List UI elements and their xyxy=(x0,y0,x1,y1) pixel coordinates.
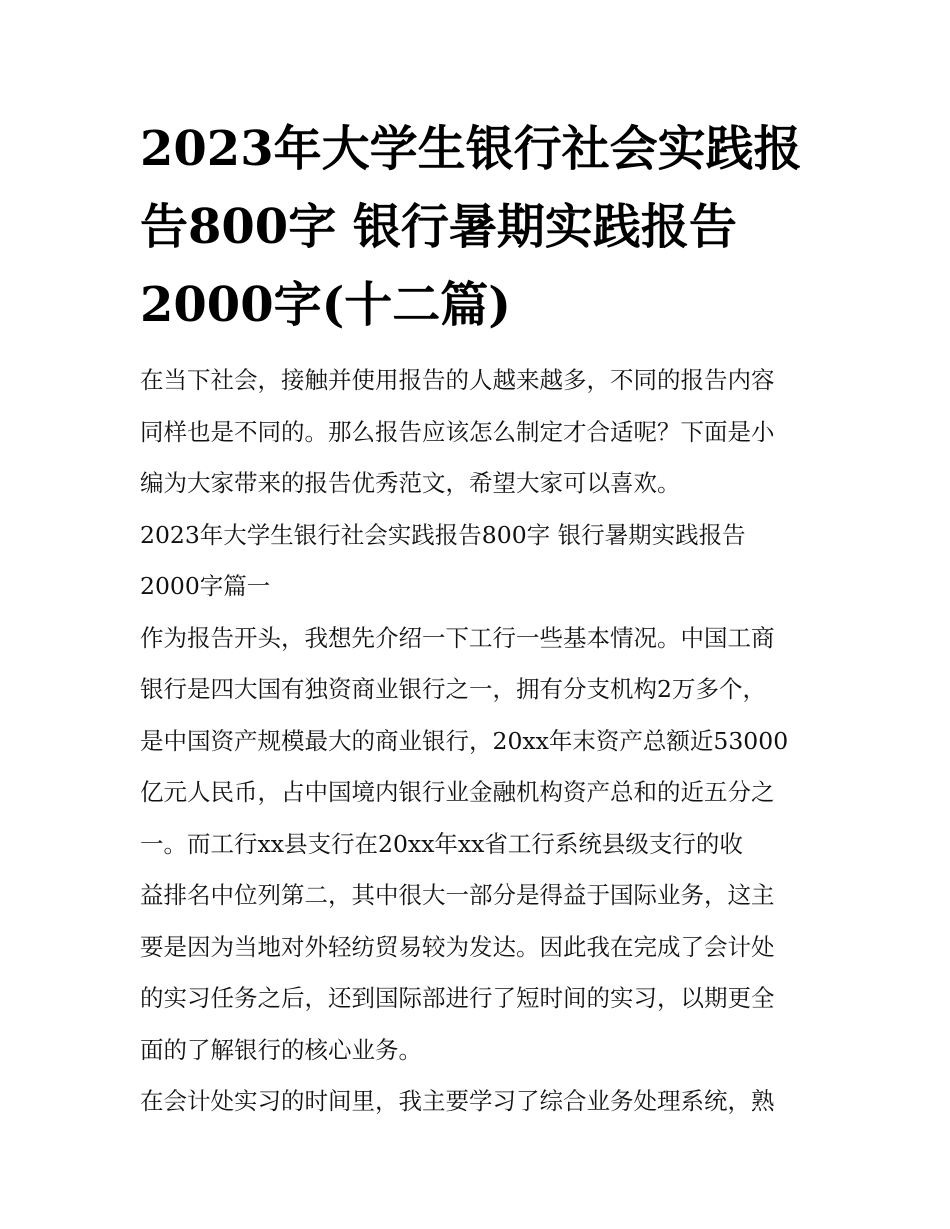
title-line: 告800字 银行暑期实践报告 xyxy=(140,199,737,255)
text-line: 要是因为当地对外轻纺贸易较为发达。因此我在完成了会计处 xyxy=(140,932,775,961)
text-line: 2000字篇一 xyxy=(140,572,271,600)
section-heading xyxy=(140,510,820,613)
intro-paragraph xyxy=(140,355,820,510)
text-line: 面的了解银行的核心业务。 xyxy=(140,1035,422,1064)
text-line: 一。而工行xx县支行在20xx年xx省工行系统县级支行的收 xyxy=(140,829,743,858)
text-line: 益排名中位列第二，其中很大一部分是得益于国际业务，这主 xyxy=(140,881,775,909)
title-line: 2000字(十二篇) xyxy=(140,277,512,333)
text-line: 银行是四大国有独资商业银行之一，拥有分支机构2万多个， xyxy=(140,675,766,703)
document-title xyxy=(140,110,820,344)
text-line: 2023年大学生银行社会实践报告800字 银行暑期实践报告 xyxy=(140,520,746,549)
text-line: 在会计处实习的时间里，我主要学习了综合业务处理系统，熟 xyxy=(140,1087,775,1115)
text-line: 作为报告开头，我想先介绍一下工行一些基本情况。中国工商 xyxy=(140,623,775,652)
text-line: 的实习任务之后，还到国际部进行了短时间的实习，以期更全 xyxy=(140,984,775,1012)
title-line: 2023年大学生银行社会实践报 xyxy=(140,121,802,177)
text-line: 同样也是不同的。那么报告应该怎么制定才合适呢？下面是小 xyxy=(140,417,775,446)
text-line: 亿元人民币，占中国境内银行业金融机构资产总和的近五分之 xyxy=(140,778,775,806)
body-paragraph-2 xyxy=(140,1076,820,1128)
text-line: 在当下社会，接触并使用报告的人越来越多，不同的报告内容 xyxy=(140,366,775,394)
text-line: 编为大家带来的报告优秀范文，希望大家可以喜欢。 xyxy=(140,469,681,497)
text-line: 是中国资产规模最大的商业银行，20xx年末资产总额近53000 xyxy=(140,726,789,755)
document-body xyxy=(140,355,820,1128)
body-paragraph-1 xyxy=(140,613,820,1077)
